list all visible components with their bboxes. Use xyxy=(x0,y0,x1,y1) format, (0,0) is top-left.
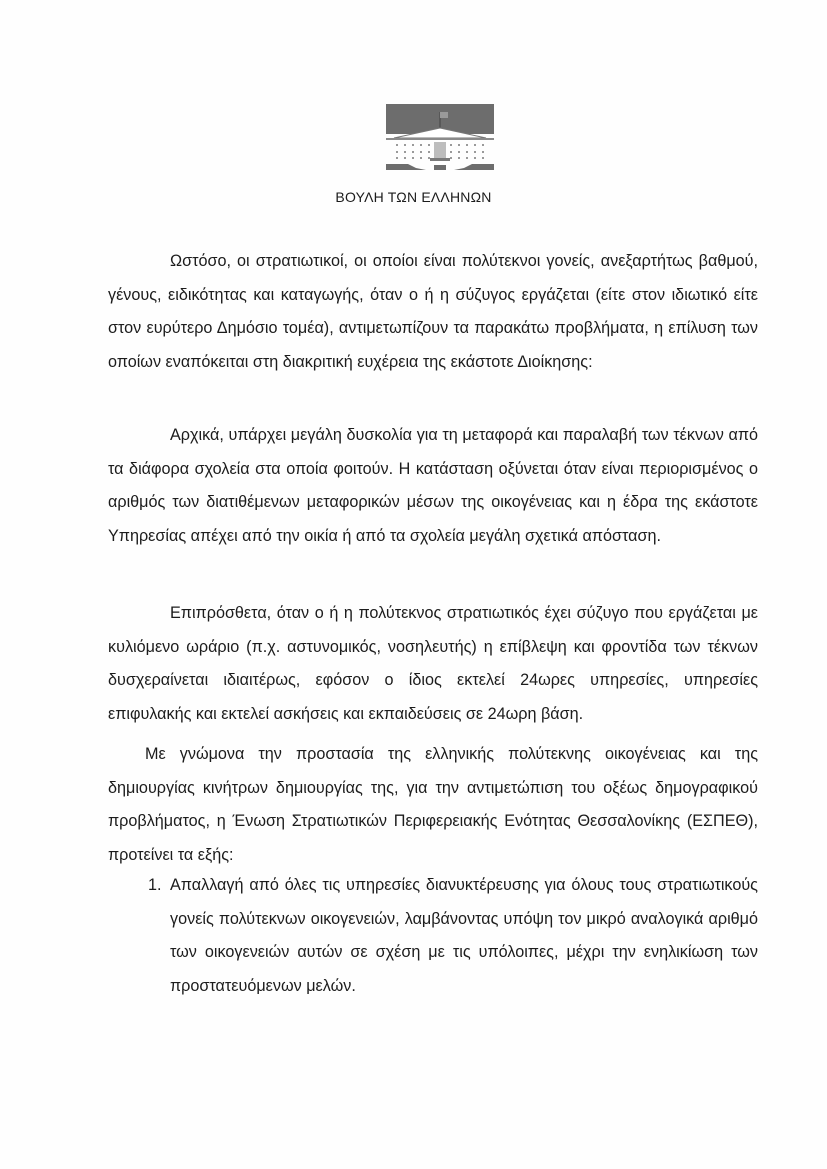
organization-name: ΒΟΥΛΗ ΤΩΝ ΕΛΛΗΝΩΝ xyxy=(335,189,492,205)
proposals-list xyxy=(108,869,758,1003)
paragraph-text: Με γνώμονα την προστασία της ελληνικής πολύτεκνης οικογένειας και της δημιουργίας κινήτρων δημιουργίας της, για την αντιμετώπιση του οξέως δημογραφικού προβλήματος, η Ένωση Στρατιωτικών Περιφερειακής Ενότητας Θεσσαλονίκης (ΕΣΠΕΘ), προτείνει τα εξής: xyxy=(108,745,758,864)
paragraph-schedule xyxy=(108,597,758,731)
paragraph-proposal-intro xyxy=(108,738,758,872)
list-item-number: 1. xyxy=(148,876,162,894)
paragraph-intro xyxy=(108,245,758,379)
paragraph-transport xyxy=(108,419,758,553)
parliament-building-icon xyxy=(386,104,494,172)
paragraph-text: Ωστόσο, οι στρατιωτικοί, οι οποίοι είναι πολύτεκνοι γονείς, ανεξαρτήτως βαθμού, γένους, ειδικότητας και καταγωγής, όταν ο ή η σύζυγος εργάζεται (είτε στον ιδιωτικό είτε στον ευρύτερο Δημόσιο τομέα), αντιμετωπίζουν τα παρακάτω προβλήματα, η επίλυση των οποίων εναπόκειται στη διακριτική ευχέρεια της εκάστοτε Διοίκησης: xyxy=(108,252,758,371)
list-item-text: Απαλλαγή από όλες τις υπηρεσίες διανυκτέρευσης για όλους τους στρατιωτικούς γονείς πολύτεκνων οικογενειών, λαμβάνοντας υπόψη τον μικρό αναλογικά αριθμό των οικογενειών αυτών σε σχέση με τις υπόλοιπες, μέχρι την ενηλικίωση των προστατευόμενων μελών. xyxy=(170,876,758,995)
list-item xyxy=(108,869,758,1003)
paragraph-text: Αρχικά, υπάρχει μεγάλη δυσκολία για τη μεταφορά και παραλαβή των τέκνων από τα διάφορα σχολεία στα οποία φοιτούν. Η κατάσταση οξύνεται όταν είναι περιορισμένος ο αριθμός των διατιθέμενων μεταφορικών μέσων της οικογένειας και η έδρα της εκάστοτε Υπηρεσίας απέχει από την οικία ή από τα σχολεία μεγάλη σχετικά απόσταση. xyxy=(108,426,758,545)
paragraph-text: Επιπρόσθετα, όταν ο ή η πολύτεκνος στρατιωτικός έχει σύζυγο που εργάζεται με κυλιόμενο ωράριο (π.χ. αστυνομικός, νοσηλευτής) η επίβλεψη και φροντίδα των τέκνων δυσχεραίνεται ιδιαιτέρως, εφόσον ο ίδιος εκτελεί 24ωρες υπηρεσίες, υπηρεσίες επιφυλακής και εκτελεί ασκήσεις και εκπαιδεύσεις σε 24ωρη βάση. xyxy=(108,604,758,723)
